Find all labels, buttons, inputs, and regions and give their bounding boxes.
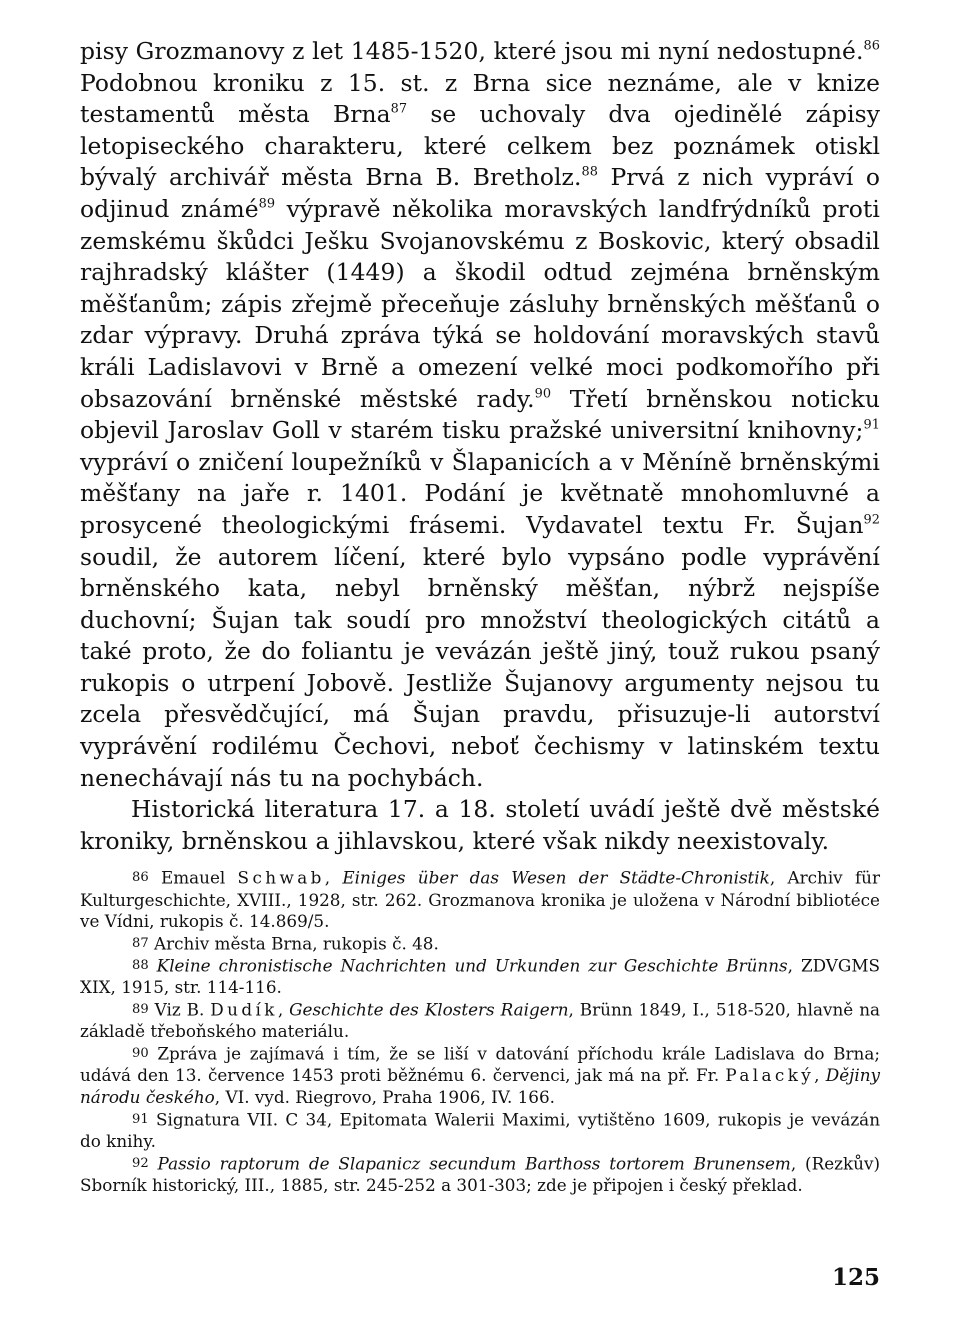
body-text: Prvá z nich vypráví o odjinud známé bbox=[80, 163, 880, 223]
footnote-text: Archiv města Brna, rukopis č. 48. bbox=[148, 933, 439, 954]
body-text: soudil, že autorem líčení, které bylo vypsáno podle vyprávění brněnského kata, nebyl brněnský měšťan, nýbrž nejspíše duchovní; Šujan tak soudí pro množství theologických citátů a také proto, že do foliantu je vevázán ještě jiný, touž rukou psaný rukopis o utrpení Jobově. Jestliže Šujanovy argumenty nejsou tu zcela přesvědčující, má Šujan pravdu, přisuzuje-li autorství vyprávění rodilému Čechovi, neboť čechismy v latinském textu nenechávají nás tu na pochybách. bbox=[80, 542, 880, 792]
footnote-87 bbox=[80, 933, 880, 955]
footnote-ref-86: 86 bbox=[863, 38, 880, 54]
body-text: Třetí brněnskou noticku objevil Jaroslav Goll v starém tisku pražské universitní knihovny; bbox=[80, 384, 880, 445]
footnote-text: , Archiv für Kulturgeschichte, XVIII., 1928, str. 262. Grozmanova kronika je uložena v Národní bibliotéce ve Vídni, rukopis č. 14.869/5. bbox=[80, 867, 881, 932]
body-paragraph-1 bbox=[80, 36, 880, 794]
body-text: vypráví o zničení loupežníků v Šlapanicích a v Měníně brněnskými měšťany na jaře r. 1401. Podání je květnatě mnohomluvné a prosycené theologickými frásemi. Vydavatel textu Fr. Šujan bbox=[80, 447, 880, 539]
footnote-90 bbox=[80, 1043, 880, 1109]
work-title: Dějiny národu českého bbox=[80, 1065, 881, 1108]
footnote-text: , VI. vyd. Riegrovo, Praha 1906, IV. 166. bbox=[214, 1087, 555, 1108]
book-page bbox=[80, 36, 880, 1316]
footnote-text: Viz B. bbox=[148, 999, 211, 1020]
footnote-text: , bbox=[814, 1065, 826, 1086]
footnote-text: Zpráva je zajímavá i tím, že se liší v datování příchodu krále Ladislava do Brna; udává den 13. července 1453 proti běžnému 6. červenci, jak má na př. Fr. bbox=[80, 1043, 880, 1086]
footnote-number: 86 bbox=[132, 870, 149, 886]
footnote-number: 89 bbox=[132, 1002, 149, 1018]
footnote-ref-88: 88 bbox=[581, 165, 598, 181]
footnote-text: , Brünn 1849, I., 518-520, hlavně na základě třeboňského materiálu. bbox=[80, 999, 881, 1042]
footnote-92 bbox=[80, 1153, 880, 1197]
author-name: Palacký bbox=[725, 1065, 815, 1086]
footnote-88 bbox=[80, 955, 880, 999]
footnote-text: Signatura VII. C 34, Epitomata Walerii Maximi, vytištěno 1609, rukopis je vevázán do knihy. bbox=[80, 1109, 880, 1152]
body-text: se uchovaly dva ojedinělé zápisy letopiseckého charakteru, které celkem bez poznámek otiskl bývalý archivář města Brna B. Bretholz. bbox=[80, 100, 881, 192]
page-number: 125 bbox=[831, 1264, 880, 1291]
author-name: Dudík bbox=[210, 999, 278, 1020]
footnote-ref-87: 87 bbox=[390, 101, 408, 117]
work-title: Einiges über das Wesen der Städte-Chronistik bbox=[342, 867, 770, 888]
footnotes bbox=[80, 867, 880, 1196]
footnote-number: 92 bbox=[132, 1155, 149, 1171]
footnote-ref-91: 91 bbox=[863, 417, 880, 433]
work-title: Kleine chronistische Nachrichten und Urkunden zur Geschichte Brünns bbox=[156, 955, 788, 976]
footnote-number: 91 bbox=[132, 1111, 149, 1127]
footnote-ref-89: 89 bbox=[258, 196, 276, 212]
footnote-number: 90 bbox=[132, 1046, 149, 1062]
work-title: Passio raptorum de Slapanicz secundum Barthoss tortorem Brunensem bbox=[157, 1153, 791, 1174]
footnote-text: , (Rezkův) Sborník historický, III., 1885, str. 245-252 a 301-303; zde je připojen i český překlad. bbox=[80, 1153, 880, 1195]
footnote-number: 88 bbox=[132, 958, 149, 974]
body-text: Podobnou kroniku z 15. st. z Brna sice neznáme, ale v knize testamentů města Brna bbox=[80, 68, 880, 129]
footnote-text: , bbox=[324, 867, 343, 888]
work-title: Geschichte des Klosters Raigern bbox=[289, 999, 569, 1020]
body-text: pisy Grozmanovy z let 1485-1520, které jsou mi nyní nedostupné. bbox=[80, 37, 864, 65]
footnote-91 bbox=[80, 1109, 880, 1153]
footnote-text: , bbox=[277, 999, 290, 1020]
footnote-ref-90: 90 bbox=[534, 386, 552, 402]
footnote-86 bbox=[80, 867, 880, 933]
body-text: výpravě několika moravských landfrýdníků proti zemskému škůdci Ješku Svojanovskému z Boskovic, který obsadil rajhradský klášter (1449) a škodil odtud zejména brněnským měšťanům; zápis zřejmě přeceňuje zásluhy brněnských měšťanů o zdar výpravy. Druhá zpráva týká se holdování moravských stavů králi Ladislavovi v Brně a omezení velké moci podkomořího při obsazování brněnské městské rady. bbox=[80, 194, 880, 413]
footnote-89 bbox=[80, 999, 880, 1043]
footnote-text: Emauel bbox=[148, 867, 238, 888]
footnote-number: 87 bbox=[132, 936, 149, 952]
footnote-text: , ZDVGMS XIX, 1915, str. 114-116. bbox=[80, 955, 880, 998]
footnote-ref-92: 92 bbox=[863, 512, 880, 528]
author-name: Schwab bbox=[237, 867, 325, 888]
body-paragraph-2: Historická literatura 17. a 18. století uvádí ještě dvě městské kroniky, brněnskou a jihlavskou, které však nikdy neexistovaly. bbox=[80, 795, 880, 855]
